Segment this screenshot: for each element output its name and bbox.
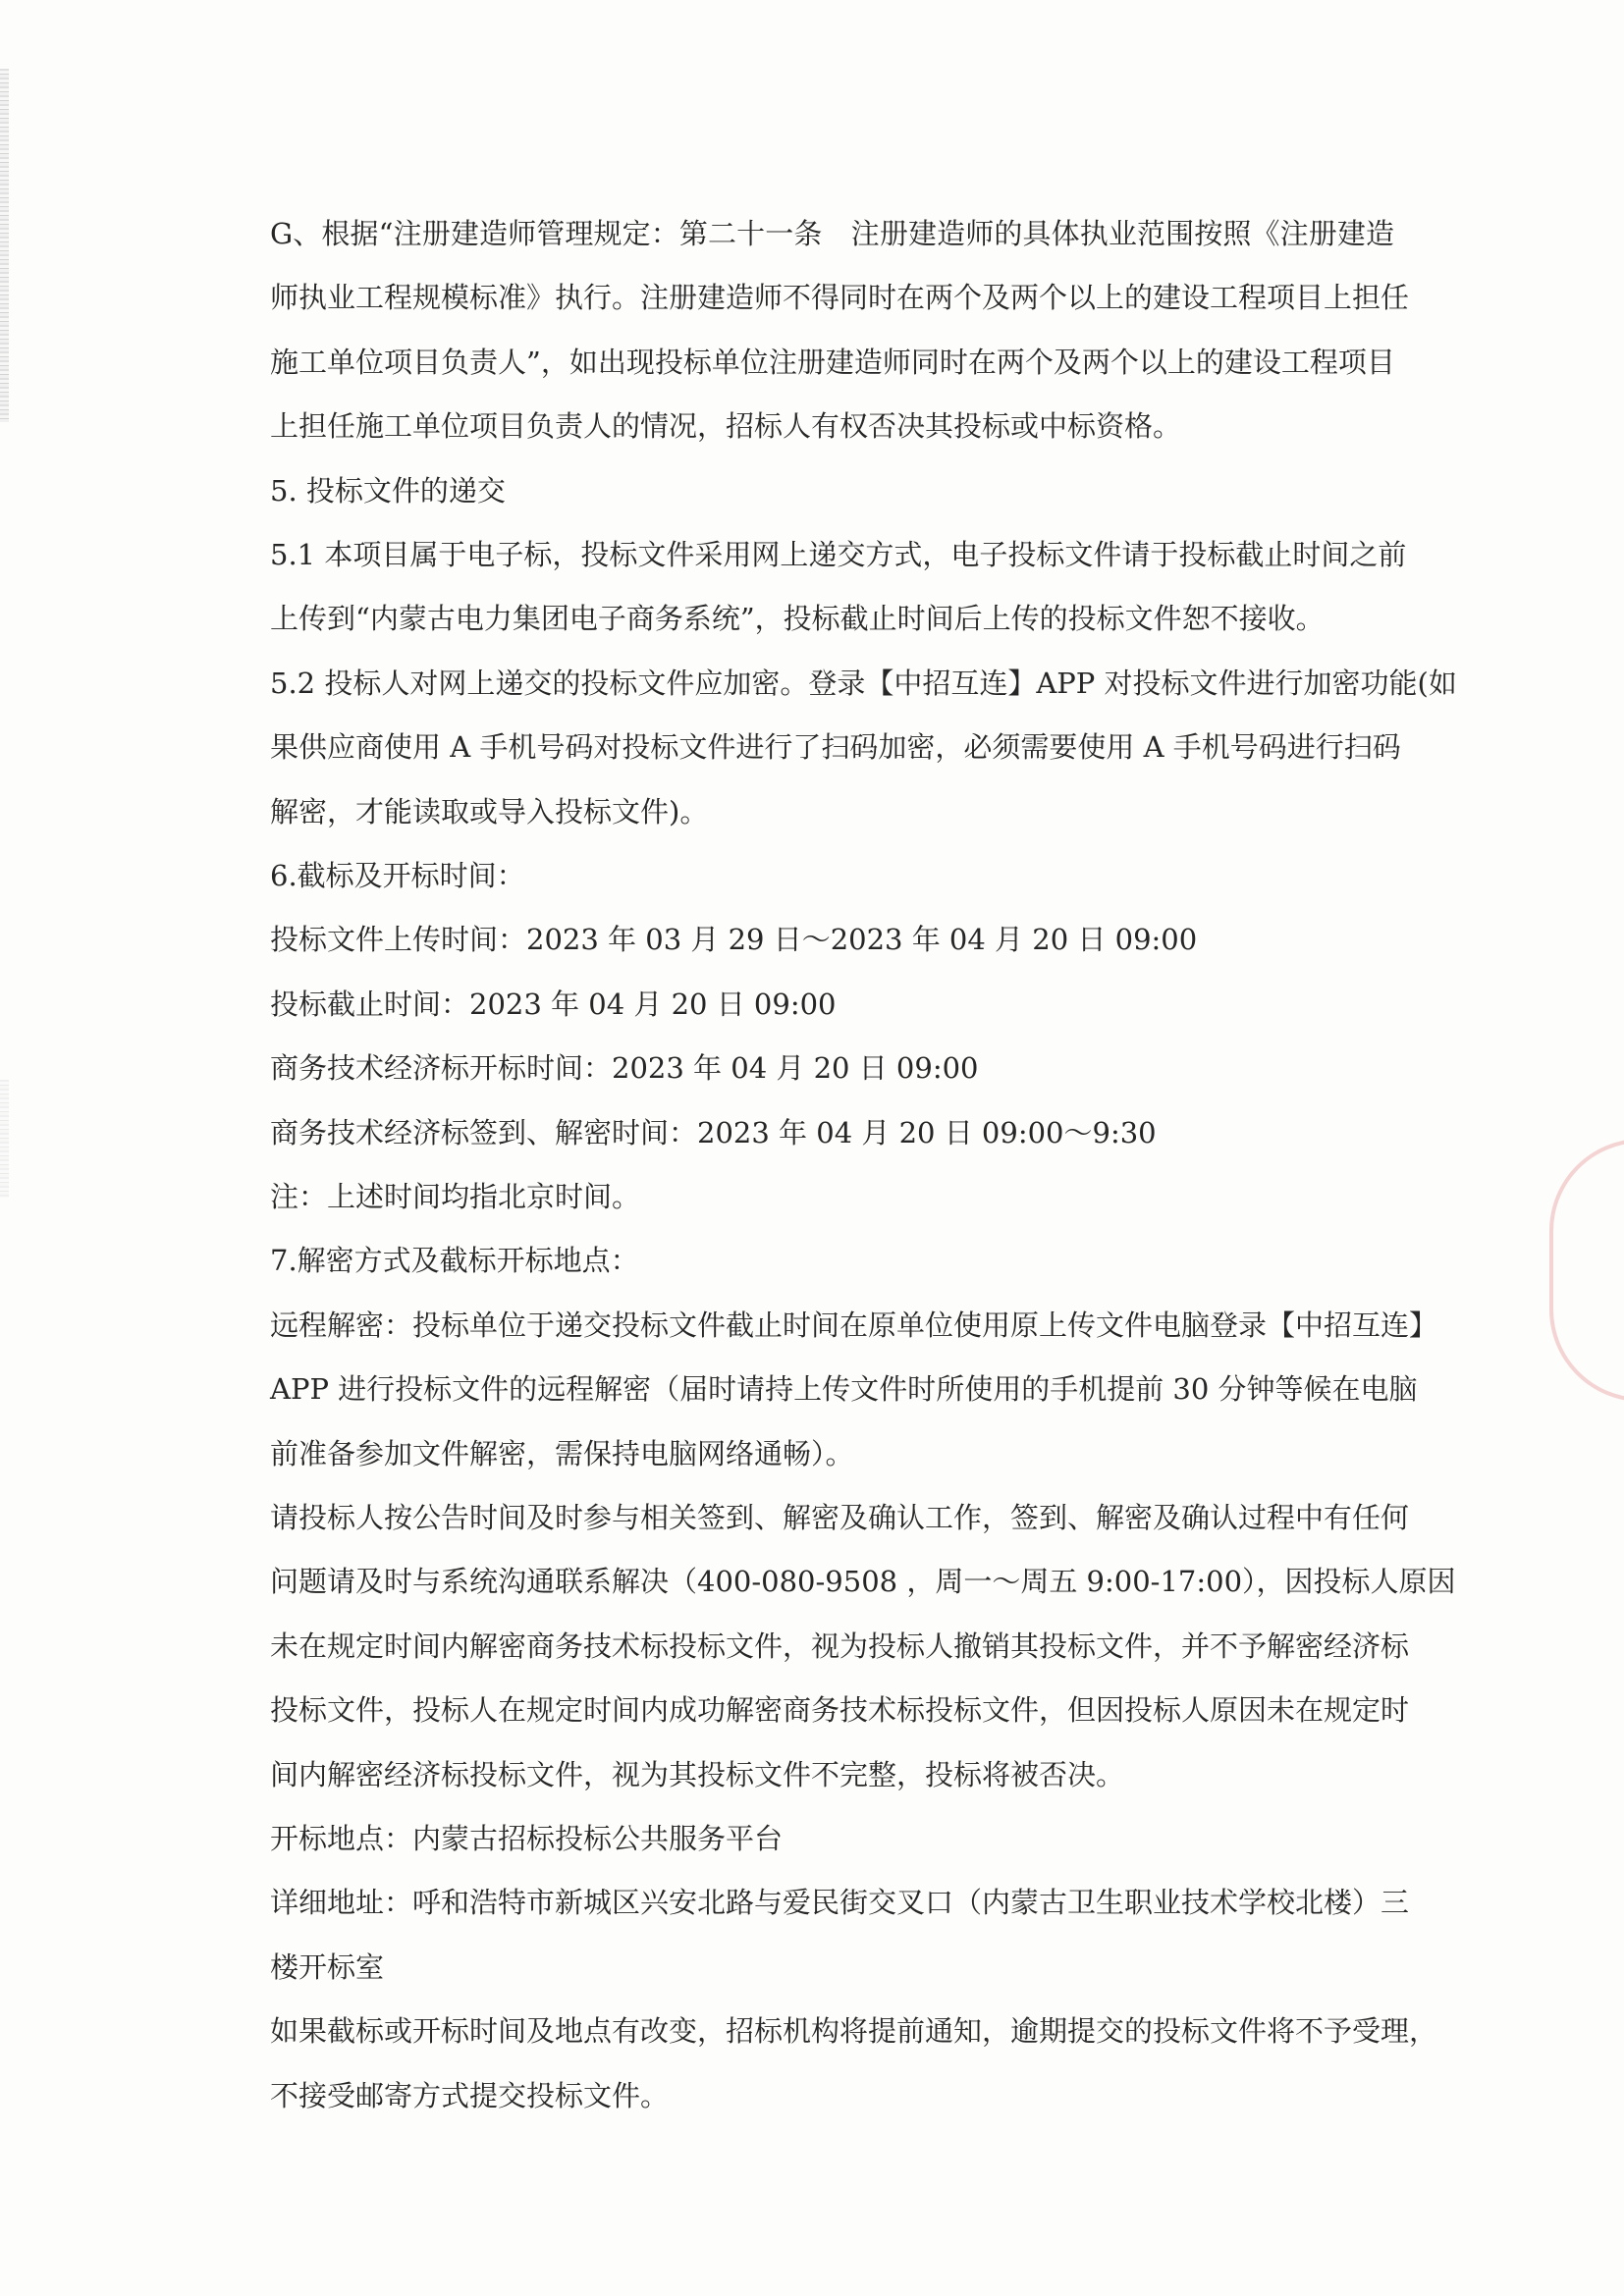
paragraph-s5-2-line-1: 5.2 投标人对网上递交的投标文件应加密。登录【中招互连】APP 对投标文件进行加密功能(如 <box>270 666 1457 700</box>
paragraph-sec6-line-1: 6.截标及开标时间： <box>270 859 525 892</box>
paragraph-address-line-1: 详细地址：呼和浩特市新城区兴安北路与爱民街交叉口（内蒙古卫生职业技术学校北楼）三 <box>270 1886 1410 1920</box>
paragraph-g-line-4: 上担任施工单位项目负责人的情况，招标人有权否决其投标或中标资格。 <box>270 409 1182 444</box>
paragraph-t1-line-1: 投标文件上传时间：2023 年 03 月 29 日～2023 年 04 月 20 日 09:00 <box>270 923 1198 957</box>
paragraph-venue-line-1: 开标地点：内蒙古招标投标公共服务平台 <box>270 1822 784 1855</box>
paragraph-sec7-line-1: 7.解密方式及截标开标地点： <box>270 1244 639 1278</box>
paragraph-notice-line-5: 间内解密经济标投标文件，视为其投标文件不完整，投标将被否决。 <box>270 1757 1125 1791</box>
paragraph-remote-line-3: 前准备参加文件解密，需保持电脑网络通畅）。 <box>270 1436 854 1470</box>
paragraph-note-line-1: 注：上述时间均指北京时间。 <box>270 1180 641 1213</box>
paragraph-sec5-line-1: 5. 投标文件的递交 <box>270 473 506 507</box>
scan-edge-artifact <box>0 69 9 422</box>
paragraph-change-line-1: 如果截标或开标时间及地点有改变，招标机构将提前通知，逾期提交的投标文件将不予受理， <box>270 2014 1438 2049</box>
paragraph-notice-line-2: 问题请及时与系统沟通联系解决（400-080-9508 ，周一～周五 9:00-17:00），因投标人原因 <box>270 1565 1456 1599</box>
paragraph-s5-2-line-2: 果供应商使用 A 手机号码对投标文件进行了扫码加密，必须需要使用 A 手机号码进行扫码 <box>270 730 1401 765</box>
scan-edge-artifact-lower <box>0 1080 9 1198</box>
paragraph-s5-1-line-1: 5.1 本项目属于电子标，投标文件采用网上递交方式，电子投标文件请于投标截止时间之前 <box>270 538 1407 571</box>
paragraph-t3-line-1: 商务技术经济标开标时间：2023 年 04 月 20 日 09:00 <box>270 1051 979 1086</box>
paragraph-g-line-1: G、根据“注册建造师管理规定：第二十一条 注册建造师的具体执业范围按照《注册建造 <box>270 217 1394 250</box>
paragraph-notice-line-3: 未在规定时间内解密商务技术标投标文件，视为投标人撤销其投标文件，并不予解密经济标 <box>270 1629 1410 1663</box>
paragraph-notice-line-4: 投标文件，投标人在规定时间内成功解密商务技术标投标文件，但因投标人原因未在规定时 <box>270 1693 1410 1728</box>
paragraph-address-line-2: 楼开标室 <box>270 1949 385 1984</box>
paragraph-g-line-2: 师执业工程规模标准》执行。注册建造师不得同时在两个及两个以上的建设工程项目上担任 <box>270 281 1410 315</box>
paragraph-remote-line-1: 远程解密：投标单位于递交投标文件截止时间在原单位使用原上传文件电脑登录【中招互连】 <box>270 1308 1438 1342</box>
paragraph-s5-2-line-3: 解密，才能读取或导入投标文件)。 <box>270 794 709 828</box>
paragraph-s5-1-line-2: 上传到“内蒙古电力集团电子商务系统”，投标截止时间后上传的投标文件恕不接收。 <box>270 602 1325 636</box>
paragraph-g-line-3: 施工单位项目负责人”，如出现投标单位注册建造师同时在两个及两个以上的建设工程项目 <box>270 345 1395 379</box>
red-seal-stamp-text <box>1579 1173 1618 1360</box>
paragraph-change-line-2: 不接受邮寄方式提交投标文件。 <box>270 2078 670 2112</box>
paragraph-remote-line-2: APP 进行投标文件的远程解密（届时请持上传文件时所使用的手机提前 30 分钟等候在电脑 <box>270 1372 1418 1407</box>
paragraph-notice-line-1: 请投标人按公告时间及时参与相关签到、解密及确认工作，签到、解密及确认过程中有任何 <box>270 1501 1410 1534</box>
paragraph-t4-line-1: 商务技术经济标签到、解密时间：2023 年 04 月 20 日 09:00～9:30 <box>270 1115 1157 1149</box>
paragraph-t2-line-1: 投标截止时间：2023 年 04 月 20 日 09:00 <box>270 987 837 1021</box>
